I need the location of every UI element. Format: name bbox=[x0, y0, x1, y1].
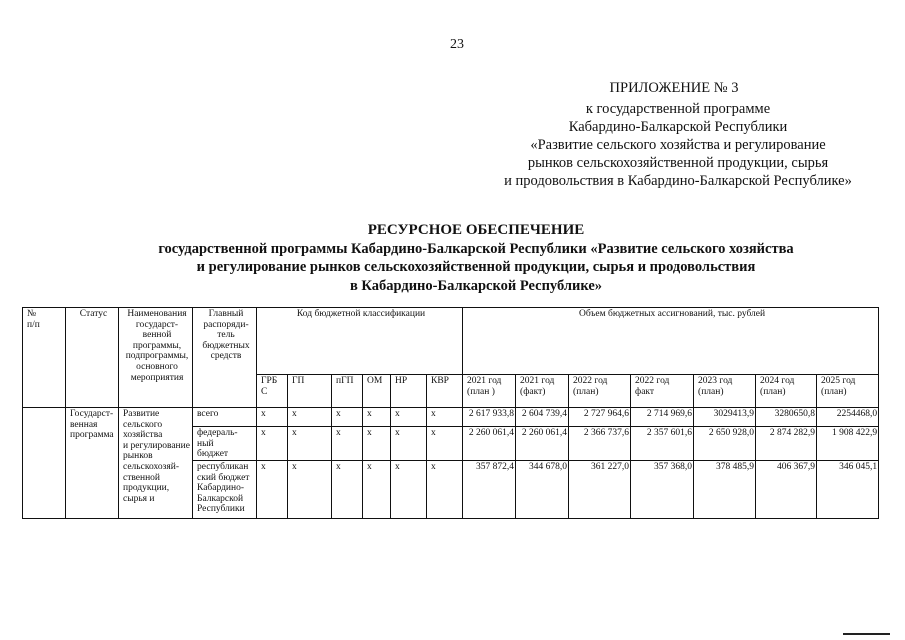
code-cell: х bbox=[257, 461, 288, 519]
code-cell: х bbox=[391, 461, 427, 519]
header-year-2025-plan: 2025 год (план) bbox=[817, 375, 879, 408]
appendix-block bbox=[480, 79, 876, 190]
header-code-om: ОМ bbox=[363, 375, 391, 408]
value-cell: 378 485,9 bbox=[694, 461, 756, 519]
header-code-gp: ГП bbox=[288, 375, 332, 408]
value-cell: 357 368,0 bbox=[631, 461, 694, 519]
value-cell: 2 260 061,4 bbox=[516, 427, 569, 461]
value-cell: 2 366 737,6 bbox=[569, 427, 631, 461]
value-cell: 2 650 928,0 bbox=[694, 427, 756, 461]
header-number: № п/п bbox=[23, 308, 66, 408]
value-cell: 2254468,0 bbox=[817, 408, 879, 427]
heading-subtitle-line: и регулирование рынков сельскохозяйственной продукции, сырья и продовольствия bbox=[196, 259, 756, 275]
appendix-title: ПРИЛОЖЕНИЕ № 3 bbox=[609, 80, 739, 96]
header-row bbox=[23, 308, 879, 375]
heading-subtitle-line: в Кабардино-Балкарской Республике» bbox=[349, 277, 603, 294]
code-cell: х bbox=[427, 461, 463, 519]
value-cell: 406 367,9 bbox=[756, 461, 817, 519]
table-row-total bbox=[23, 408, 879, 427]
value-cell: 357 872,4 bbox=[463, 461, 516, 519]
program-status-cell: Государст- венная программа bbox=[66, 408, 119, 519]
document-heading bbox=[76, 221, 876, 295]
header-code-grbs: ГРБ С bbox=[257, 375, 288, 408]
header-code-kvr: КВР bbox=[427, 375, 463, 408]
code-cell: х bbox=[332, 461, 363, 519]
value-cell: 3280650,8 bbox=[756, 408, 817, 427]
value-cell: 2 874 282,9 bbox=[756, 427, 817, 461]
program-name-cell: Развитие сельского хозяйства и регулирование рынков сельскохозяй- ственной продукции, сырья и bbox=[119, 408, 193, 519]
code-cell: х bbox=[257, 427, 288, 461]
header-status: Статус bbox=[66, 308, 119, 408]
appendix-line: «Развитие сельского хозяйства и регулирование bbox=[530, 137, 826, 153]
value-cell: 2 617 933,8 bbox=[463, 408, 516, 427]
value-cell: 2 714 969,6 bbox=[631, 408, 694, 427]
value-cell: 346 045,1 bbox=[817, 461, 879, 519]
value-cell: 2 357 601,6 bbox=[631, 427, 694, 461]
page-number: 23 bbox=[450, 37, 464, 52]
heading-subtitle-line: государственной программы Кабардино-Балкарской Республики «Развитие сельского хозяйства bbox=[158, 240, 794, 257]
code-cell: х bbox=[332, 427, 363, 461]
code-cell: х bbox=[288, 427, 332, 461]
code-cell: х bbox=[427, 427, 463, 461]
value-cell: 3029413,9 bbox=[694, 408, 756, 427]
resource-table bbox=[22, 307, 879, 519]
header-allocations: Объем бюджетных ассигнований, тыс. рублей bbox=[463, 308, 879, 375]
appendix-line: рынков сельскохозяйственной продукции, сырья bbox=[527, 155, 829, 171]
scan-mark bbox=[843, 633, 890, 635]
code-cell: х bbox=[332, 408, 363, 427]
code-cell: х bbox=[391, 427, 427, 461]
header-year-2021-fact: 2021 год (факт) bbox=[516, 375, 569, 408]
code-cell: х bbox=[257, 408, 288, 427]
header-year-2024-plan: 2024 год (план) bbox=[756, 375, 817, 408]
code-cell: х bbox=[427, 408, 463, 427]
code-cell: х bbox=[363, 461, 391, 519]
code-cell: х bbox=[363, 408, 391, 427]
appendix-line: к государственной программе bbox=[585, 101, 771, 117]
header-classification: Код бюджетной классификации bbox=[257, 308, 463, 375]
header-code-nr: НР bbox=[391, 375, 427, 408]
value-cell: 2 727 964,6 bbox=[569, 408, 631, 427]
header-year-2022-fact: 2022 год факт bbox=[631, 375, 694, 408]
header-year-2021-plan: 2021 год (план ) bbox=[463, 375, 516, 408]
program-number-cell bbox=[23, 408, 66, 519]
heading-title: РЕСУРСНОЕ ОБЕСПЕЧЕНИЕ bbox=[367, 222, 585, 238]
code-cell: х bbox=[363, 427, 391, 461]
code-cell: х bbox=[391, 408, 427, 427]
header-year-2023-plan: 2023 год (план) bbox=[694, 375, 756, 408]
header-year-2022-plan: 2022 год (план) bbox=[569, 375, 631, 408]
code-cell: х bbox=[288, 461, 332, 519]
header-manager: Главный распоряди- тель бюджетных средств bbox=[193, 308, 257, 408]
code-cell: х bbox=[288, 408, 332, 427]
appendix-line: Кабардино-Балкарской Республики bbox=[568, 119, 788, 135]
header-code-pgp: пГП bbox=[332, 375, 363, 408]
value-cell: 1 908 422,9 bbox=[817, 427, 879, 461]
value-cell: 2 604 739,4 bbox=[516, 408, 569, 427]
funding-source-cell: всего bbox=[193, 408, 257, 427]
appendix-line: и продовольствия в Кабардино-Балкарской Республике» bbox=[504, 173, 852, 189]
funding-source-cell: федераль- ный бюджет bbox=[193, 427, 257, 461]
value-cell: 361 227,0 bbox=[569, 461, 631, 519]
funding-source-cell: республикан ский бюджет Кабардино- Балкарской Республики bbox=[193, 461, 257, 519]
header-name: Наименования государст- венной программы, подпрограммы, основного мероприятия bbox=[119, 308, 193, 408]
value-cell: 344 678,0 bbox=[516, 461, 569, 519]
value-cell: 2 260 061,4 bbox=[463, 427, 516, 461]
